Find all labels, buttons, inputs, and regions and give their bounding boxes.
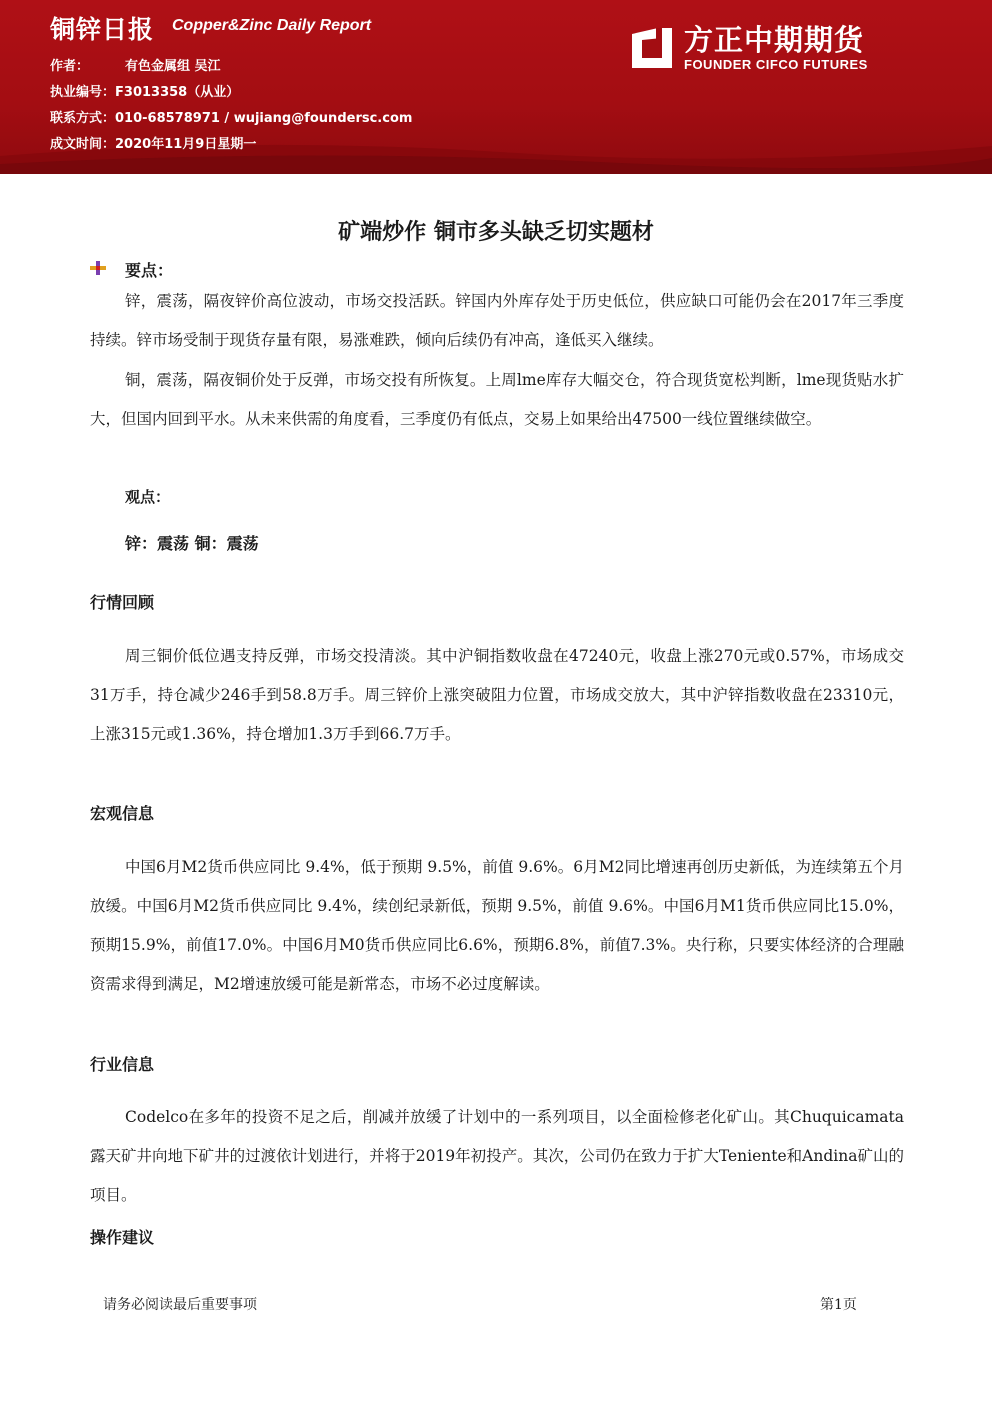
section-text-macro: 中国6月M2货币供应同比 9.4%，低于预期 9.5%，前值 9.6%。6月M2同比增速再创历史新低，为连续第五个月放缓。中国6月M2货币供应同比 9.4%，续创纪录新低，预期 9.5%，前值 9.6%。中国6月M1货币供应同比15.0%，预期15.9%，前值17.0%。中国6月M0货币供应同比6.6%，预期6.8%，前值7.3%。央行称，只要实体经济的合理融资需求得到满足，M2增速放缓可能是新常态，市场不必过度解读。 [90,858,904,993]
meta-date: 成文时间：2020年11月9日星期一 [50,137,257,152]
section-text-industry: Codelco在多年的投资不足之后，削减并放缓了计划中的一系列项目，以全面检修老化矿山。其Chuquicamata露天矿井向地下矿井的过渡依计划进行，并将于2019年初投产。其次，公司仍在致力于扩大Teniente和Andina矿山的项目。 [90,1108,904,1204]
document-title: 矿端炒作 铜市多头缺乏切实题材 [338,220,654,245]
report-header [0,0,992,174]
view-label: 观点： [125,488,171,506]
logo-chinese-name: 方正中期期货 [684,23,865,57]
meta-contact: 联系方式：010-68578971 / wujiang@foundersc.com [50,111,413,126]
key-points-label: 要点： [125,261,174,280]
section-heading-operation: 操作建议 [90,1228,155,1247]
meta-author: 作者： 有色金属组 吴江 [50,59,221,74]
meta-license: 执业编号：F3013358（从业） [50,85,240,100]
report-subtitle: Copper&Zinc Daily Report [172,17,372,34]
section-heading-macro: 宏观信息 [90,804,155,823]
key-point-copper: 铜，震荡，隔夜铜价处于反弹，市场交投有所恢复。上周lme库存大幅交仓，符合现货宽松判断，lme现货贴水扩大，但国内回到平水。从未来供需的角度看，三季度仍有低点，交易上如果给出47500一线位置继续做空。 [90,371,904,428]
logo-english-name: FOUNDER CIFCO FUTURES [684,57,868,72]
bullet-cross-icon [90,261,106,275]
page-number: 第1页 [820,1297,857,1313]
section-heading-market-review: 行情回顾 [90,593,155,612]
section-text-market-review: 周三铜价低位遇支持反弹，市场交投清淡。其中沪铜指数收盘在47240元，收盘上涨270元或0.57%，市场成交31万手，持仓减少246手到58.8万手。周三锌价上涨突破阻力位置，市场成交放大，其中沪锌指数收盘在23310元，上涨315元或1.36%，持仓增加1.3万手到66.7万手。 [90,647,904,743]
section-heading-industry: 行业信息 [90,1055,155,1074]
company-logo [628,20,888,80]
logo-mark-icon [628,24,676,72]
view-text: 锌：震荡 铜：震荡 [125,534,259,553]
footer-notice: 请务必阅读最后重要事项 [103,1297,257,1313]
key-point-zinc: 锌，震荡，隔夜锌价高位波动，市场交投活跃。锌国内外库存处于历史低位，供应缺口可能仍会在2017年三季度持续。锌市场受制于现货存量有限，易涨难跌，倾向后续仍有冲高，逢低买入继续。 [90,292,904,349]
report-title: 铜锌日报 [50,15,155,44]
